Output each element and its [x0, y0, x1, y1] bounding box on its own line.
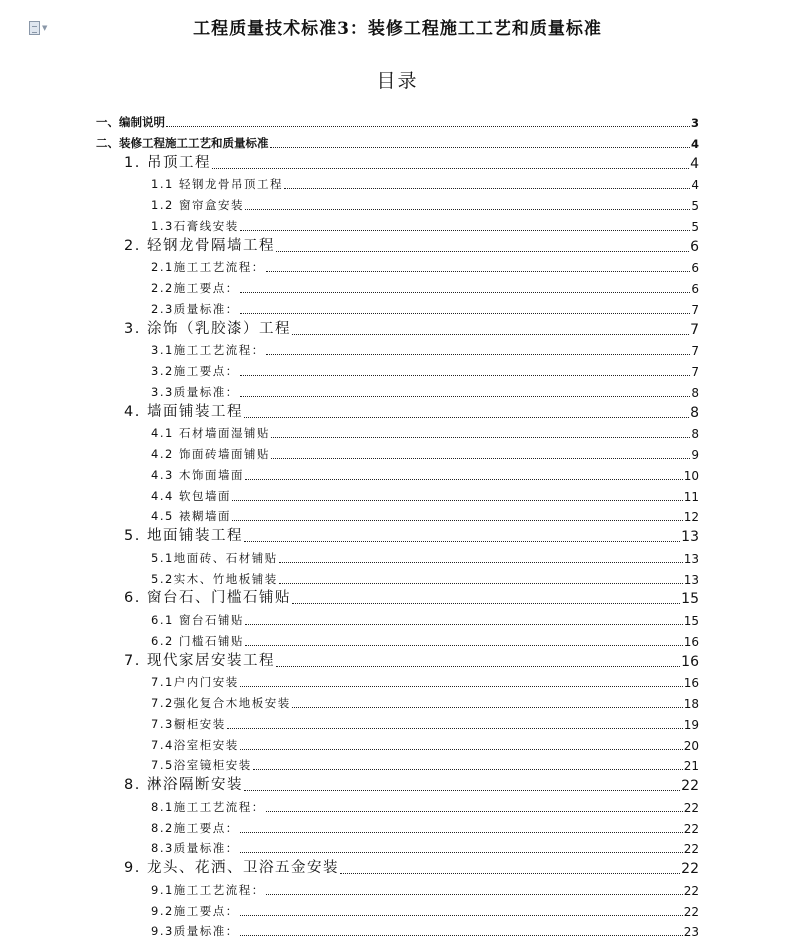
toc-entry[interactable]	[151, 820, 699, 836]
toc-entry[interactable]	[151, 384, 699, 400]
dot-leader	[253, 769, 683, 770]
toc-entry-label: 1. 吊顶工程	[124, 154, 211, 171]
toc-entry-label: 9.1施工工艺流程：	[151, 882, 265, 897]
toc-entry-page: 3	[690, 116, 699, 130]
toc-entry-page: 22	[683, 800, 699, 815]
dot-leader	[212, 168, 689, 169]
toc-entry[interactable]	[151, 508, 699, 524]
toc-entry-label: 1.2 窗帘盒安装	[151, 198, 244, 212]
dot-leader	[240, 832, 683, 833]
toc-entry-page: 16	[683, 634, 699, 649]
toc-entry-page: 16	[681, 653, 699, 670]
dot-leader	[245, 645, 683, 646]
toc-entry-page: 16	[683, 676, 699, 691]
dot-leader	[284, 188, 690, 189]
toc-entry-label: 2. 轻钢龙骨隔墙工程	[124, 237, 275, 254]
toc-entry-page: 22	[681, 861, 699, 877]
dot-leader	[266, 271, 691, 272]
toc-entry[interactable]	[151, 301, 699, 317]
toc-entry-page: 22	[683, 842, 699, 857]
toc-entry-page: 21	[683, 759, 699, 774]
toc-entry[interactable]	[151, 363, 699, 379]
toc-entry-page: 22	[683, 821, 699, 836]
toc-entry-label: 4. 墙面铺装工程	[124, 403, 243, 420]
toc-entry-label: 8.1施工工艺流程：	[151, 799, 265, 814]
dot-leader	[271, 458, 690, 459]
toc-entry[interactable]	[151, 446, 699, 462]
dot-leader	[244, 541, 680, 542]
toc-entry-label: 7.3橱柜安装	[151, 716, 226, 731]
toc-entry[interactable]	[124, 591, 699, 607]
toc-entry-page: 13	[683, 572, 699, 587]
toc-entry[interactable]	[151, 923, 699, 939]
dot-leader	[240, 292, 691, 293]
toc-entry-page: 13	[683, 551, 699, 566]
toc-entry-page: 12	[683, 510, 699, 525]
toc-entry-label: 4.5 裱糊墙面	[151, 509, 231, 524]
toc-entry-page: 22	[683, 883, 699, 898]
toc-entry-label: 8. 淋浴隔断安装	[124, 777, 243, 793]
toc-entry-page: 13	[681, 529, 699, 545]
toc-entry-page: 7	[691, 302, 699, 317]
dot-leader	[270, 147, 690, 148]
toc-entry[interactable]	[151, 550, 699, 566]
toc-entry-label: 4.2 饰面砖墙面铺贴	[151, 447, 270, 461]
toc-entry-page: 8	[691, 427, 699, 442]
toc-entry-label: 7. 现代家居安装工程	[124, 652, 275, 669]
dot-leader	[276, 666, 680, 667]
toc-entry-page: 15	[681, 591, 699, 608]
toc-entry-page: 6	[691, 282, 699, 296]
toc-entry[interactable]	[124, 778, 699, 794]
dot-leader	[240, 686, 683, 687]
toc-entry-page: 4	[690, 155, 699, 172]
toc-entry-label: 6.2 门槛石铺贴	[151, 633, 244, 648]
toc-entry-label: 8.3质量标准：	[151, 841, 239, 856]
toc-entry-label: 9.2施工要点：	[151, 903, 239, 918]
toc-entry[interactable]	[151, 633, 699, 649]
toc-entry-page: 7	[690, 321, 699, 338]
dot-leader	[292, 334, 689, 335]
dot-leader	[245, 479, 683, 480]
dot-leader	[245, 624, 683, 625]
dot-leader	[245, 209, 690, 210]
toc-entry[interactable]	[124, 156, 699, 172]
toc-entry-label: 9. 龙头、花洒、卫浴五金安装	[124, 860, 339, 876]
toc-entry-label: 2.2施工要点：	[151, 281, 239, 295]
toc-entry[interactable]	[151, 674, 699, 690]
toc-entry-label: 3.3质量标准：	[151, 384, 239, 399]
dot-leader	[292, 603, 680, 604]
toc-entry[interactable]	[151, 467, 699, 483]
toc-entry[interactable]	[151, 218, 699, 234]
toc-entry-label: 5.2实木、竹地板铺装	[151, 571, 278, 586]
dot-leader	[240, 935, 683, 936]
toc-entry-label: 6. 窗台石、门槛石铺贴	[124, 590, 291, 607]
toc-entry[interactable]	[151, 259, 699, 275]
toc-entry[interactable]	[151, 695, 699, 711]
dot-leader	[292, 707, 683, 708]
toc-entry[interactable]	[151, 425, 699, 441]
toc-entry-page: 6	[690, 238, 699, 255]
dot-leader	[166, 126, 690, 127]
toc-entry-page: 23	[683, 925, 699, 940]
dot-leader	[271, 437, 690, 438]
chevron-down-icon: ▼	[42, 24, 48, 32]
toc-entry-page: 7	[691, 344, 699, 359]
toc-entry-page: 11	[683, 489, 699, 504]
dot-leader	[266, 894, 683, 895]
dot-leader	[266, 354, 691, 355]
toc-entry-label: 6.1 窗台石铺贴	[151, 613, 244, 627]
toc-entry-page: 8	[690, 404, 699, 421]
document-title: 工程质量技术标准3：装修工程施工工艺和质量标准	[193, 19, 602, 39]
toc-entry-label: 1.1 轻钢龙骨吊顶工程	[151, 177, 283, 192]
toc-entry-label: 5.1地面砖、石材铺贴	[151, 550, 278, 565]
toc-entry-page: 9	[691, 448, 699, 462]
toc-entry[interactable]	[151, 197, 699, 213]
toc-heading: 目录	[376, 70, 419, 92]
toc-entry-label: 7.4浴室柜安装	[151, 737, 239, 752]
dot-leader	[240, 852, 683, 853]
toc-entry-page: 22	[681, 778, 699, 794]
dot-leader	[279, 583, 683, 584]
toc-entry-page: 10	[683, 468, 699, 483]
toc-entry-label: 8.2施工要点：	[151, 820, 239, 835]
toc-entry[interactable]	[124, 529, 699, 545]
toc-entry[interactable]	[96, 135, 699, 151]
toc-entry-label: 2.3质量标准：	[151, 301, 239, 316]
toc-entry-label: 4.1 石材墙面湿铺贴	[151, 426, 270, 441]
toc-entry[interactable]	[151, 176, 699, 192]
toc-entry[interactable]	[151, 840, 699, 856]
dot-leader	[240, 313, 691, 314]
toc-entry[interactable]	[151, 737, 699, 753]
toc-entry-label: 7.2强化复合木地板安装	[151, 696, 291, 710]
toc-entry-page: 6	[691, 261, 699, 276]
toc-entry[interactable]	[151, 612, 699, 628]
toc-entry[interactable]	[151, 799, 699, 815]
toc-entry-label: 二、装修工程施工工艺和质量标准	[96, 135, 269, 150]
dot-leader	[232, 520, 683, 521]
toc-entry-label: 4.3 木饰面墙面	[151, 467, 244, 482]
toc-entry-label: 9.3质量标准：	[151, 924, 239, 939]
toc-entry-page: 4	[690, 136, 699, 151]
toc-entry-label: 3. 涂饰（乳胶漆）工程	[124, 320, 291, 337]
dot-leader	[240, 749, 683, 750]
toc-entry[interactable]	[151, 757, 699, 773]
toc-entry[interactable]	[124, 405, 699, 421]
dot-leader	[240, 375, 691, 376]
toc-entry-page: 5	[691, 199, 699, 213]
toc-entry[interactable]	[151, 488, 699, 504]
toc-entry-page: 18	[683, 697, 699, 711]
toc-entry-page: 22	[683, 904, 699, 919]
toc-entry[interactable]	[124, 322, 699, 338]
toc-entry-label: 3.1施工工艺流程：	[151, 343, 265, 358]
toc-entry[interactable]	[151, 280, 699, 296]
dot-leader	[276, 251, 689, 252]
toc-entry[interactable]	[151, 571, 699, 587]
toc-entry-label: 4.4 软包墙面	[151, 488, 231, 503]
toc-entry-page: 7	[691, 365, 699, 379]
toc-entry-label: 2.1施工工艺流程：	[151, 260, 265, 275]
toc-entry-page: 5	[691, 219, 699, 234]
toc-entry[interactable]	[151, 342, 699, 358]
dot-leader	[279, 562, 683, 563]
toc-entry-label: 7.5浴室镜柜安装	[151, 758, 252, 773]
toc-entry-page: 20	[683, 738, 699, 753]
toc-entry-page: 19	[683, 717, 699, 732]
toc-entry-label: 一、编制说明	[96, 115, 165, 129]
toc-entry[interactable]	[124, 654, 699, 670]
dot-leader	[244, 417, 689, 418]
toc-entry-label: 7.1户内门安装	[151, 675, 239, 690]
toc-entry[interactable]	[124, 239, 699, 255]
dot-leader	[240, 915, 683, 916]
toc-entry-page: 8	[691, 385, 699, 400]
toc-entry[interactable]	[124, 861, 699, 877]
toc-entry[interactable]	[151, 716, 699, 732]
toc-entry[interactable]	[151, 903, 699, 919]
toc-entry-page: 4	[691, 178, 699, 193]
toc-entry[interactable]	[151, 882, 699, 898]
dot-leader	[244, 790, 680, 791]
toc-entry-label: 1.3石膏线安装	[151, 218, 239, 233]
dot-leader	[240, 230, 691, 231]
toc-entry-label: 3.2施工要点：	[151, 364, 239, 378]
toc-entry[interactable]	[96, 114, 699, 130]
dot-leader	[266, 811, 683, 812]
toc-entry-page: 15	[683, 614, 699, 628]
dot-leader	[227, 728, 683, 729]
dot-leader	[240, 396, 691, 397]
dot-leader	[232, 500, 683, 501]
dot-leader	[340, 873, 680, 874]
toc-entry-label: 5. 地面铺装工程	[124, 528, 243, 544]
